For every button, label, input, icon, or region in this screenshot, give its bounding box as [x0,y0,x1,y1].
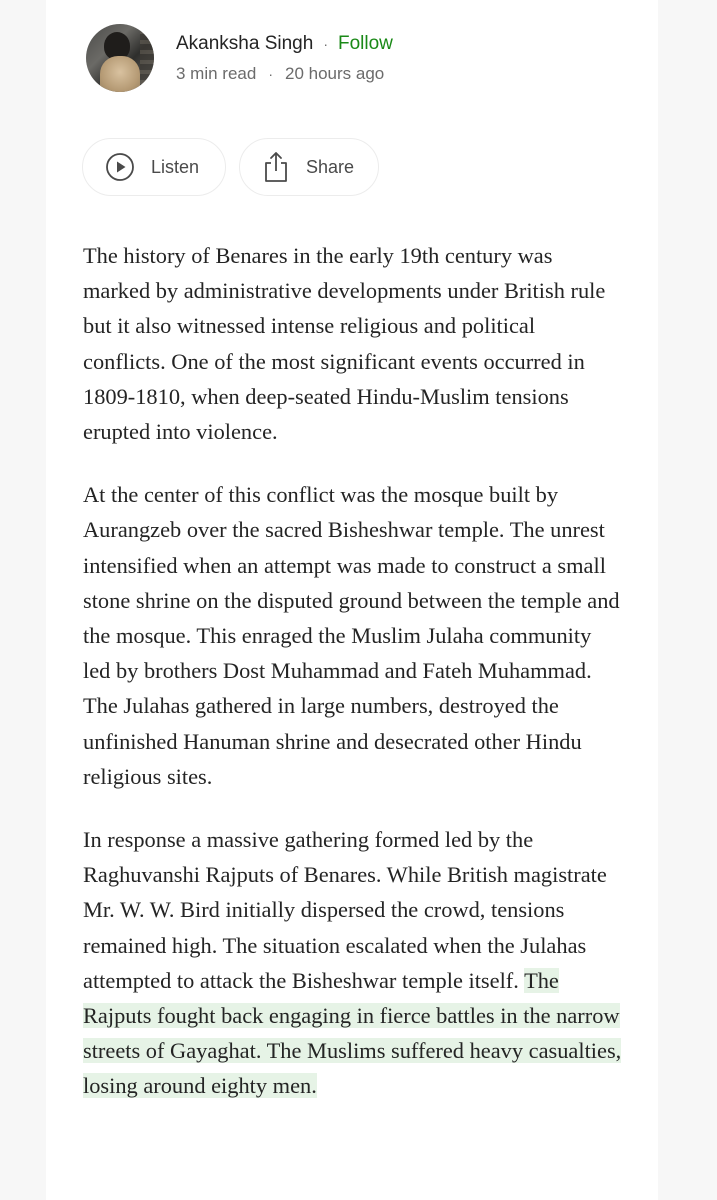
article-body [83,238,623,1132]
play-circle-icon [105,152,135,182]
post-meta [176,64,393,84]
paragraph-2: At the center of this conflict was the mosque built by Aurangzeb over the sacred Bisheshwar temple. The unrest intensified when an attempt was made to construct a small stone shrine on the disputed ground between the temple and the mosque. This enraged the Muslim Julaha community led by brothers Dost Muhammad and Fateh Muhammad. The Julahas gathered in large numbers, destroyed the unfinished Hanuman shrine and desecrated other Hindu religious sites. [83,482,620,789]
avatar-body [100,56,140,92]
paragraph-3 [83,822,623,1104]
read-time: 3 min read [176,63,257,83]
author-line [176,33,393,55]
listen-button[interactable] [82,138,226,196]
highlighted-text[interactable]: The Rajputs fought back engaging in fierce battles in the narrow streets of Gayaghat. The Muslims suffered heavy casualties, losing around eighty men. [83,967,622,1099]
share-label: Share [306,156,355,177]
paragraph-3-text: In response a massive gathering formed led by the Raghuvanshi Rajputs of Benares. While British magistrate Mr. W. W. Bird initially dispersed the crowd, tensions remained high. The situation escalated when the Julahas attempted to attack the Bisheshwar temple itself. [83,827,607,993]
author-header [86,24,393,92]
author-name[interactable]: Akanksha Singh [176,32,314,54]
action-bar [82,138,379,196]
follow-button[interactable]: Follow [338,32,393,54]
separator-dot: · [268,65,273,82]
author-avatar[interactable] [86,24,154,92]
share-button[interactable] [239,138,379,196]
separator-dot: · [323,35,328,52]
post-date: 20 hours ago [285,63,385,83]
author-meta [176,33,393,84]
avatar-background [140,24,154,92]
paragraph-1: The history of Benares in the early 19th century was marked by administrative developments under British rule but it also witnessed intense religious and political conflicts. One of the most significant events occurred in 1809-1810, when deep-seated Hindu-Muslim tensions erupted into violence. [83,243,606,445]
share-icon [262,151,290,183]
listen-label: Listen [151,156,200,177]
